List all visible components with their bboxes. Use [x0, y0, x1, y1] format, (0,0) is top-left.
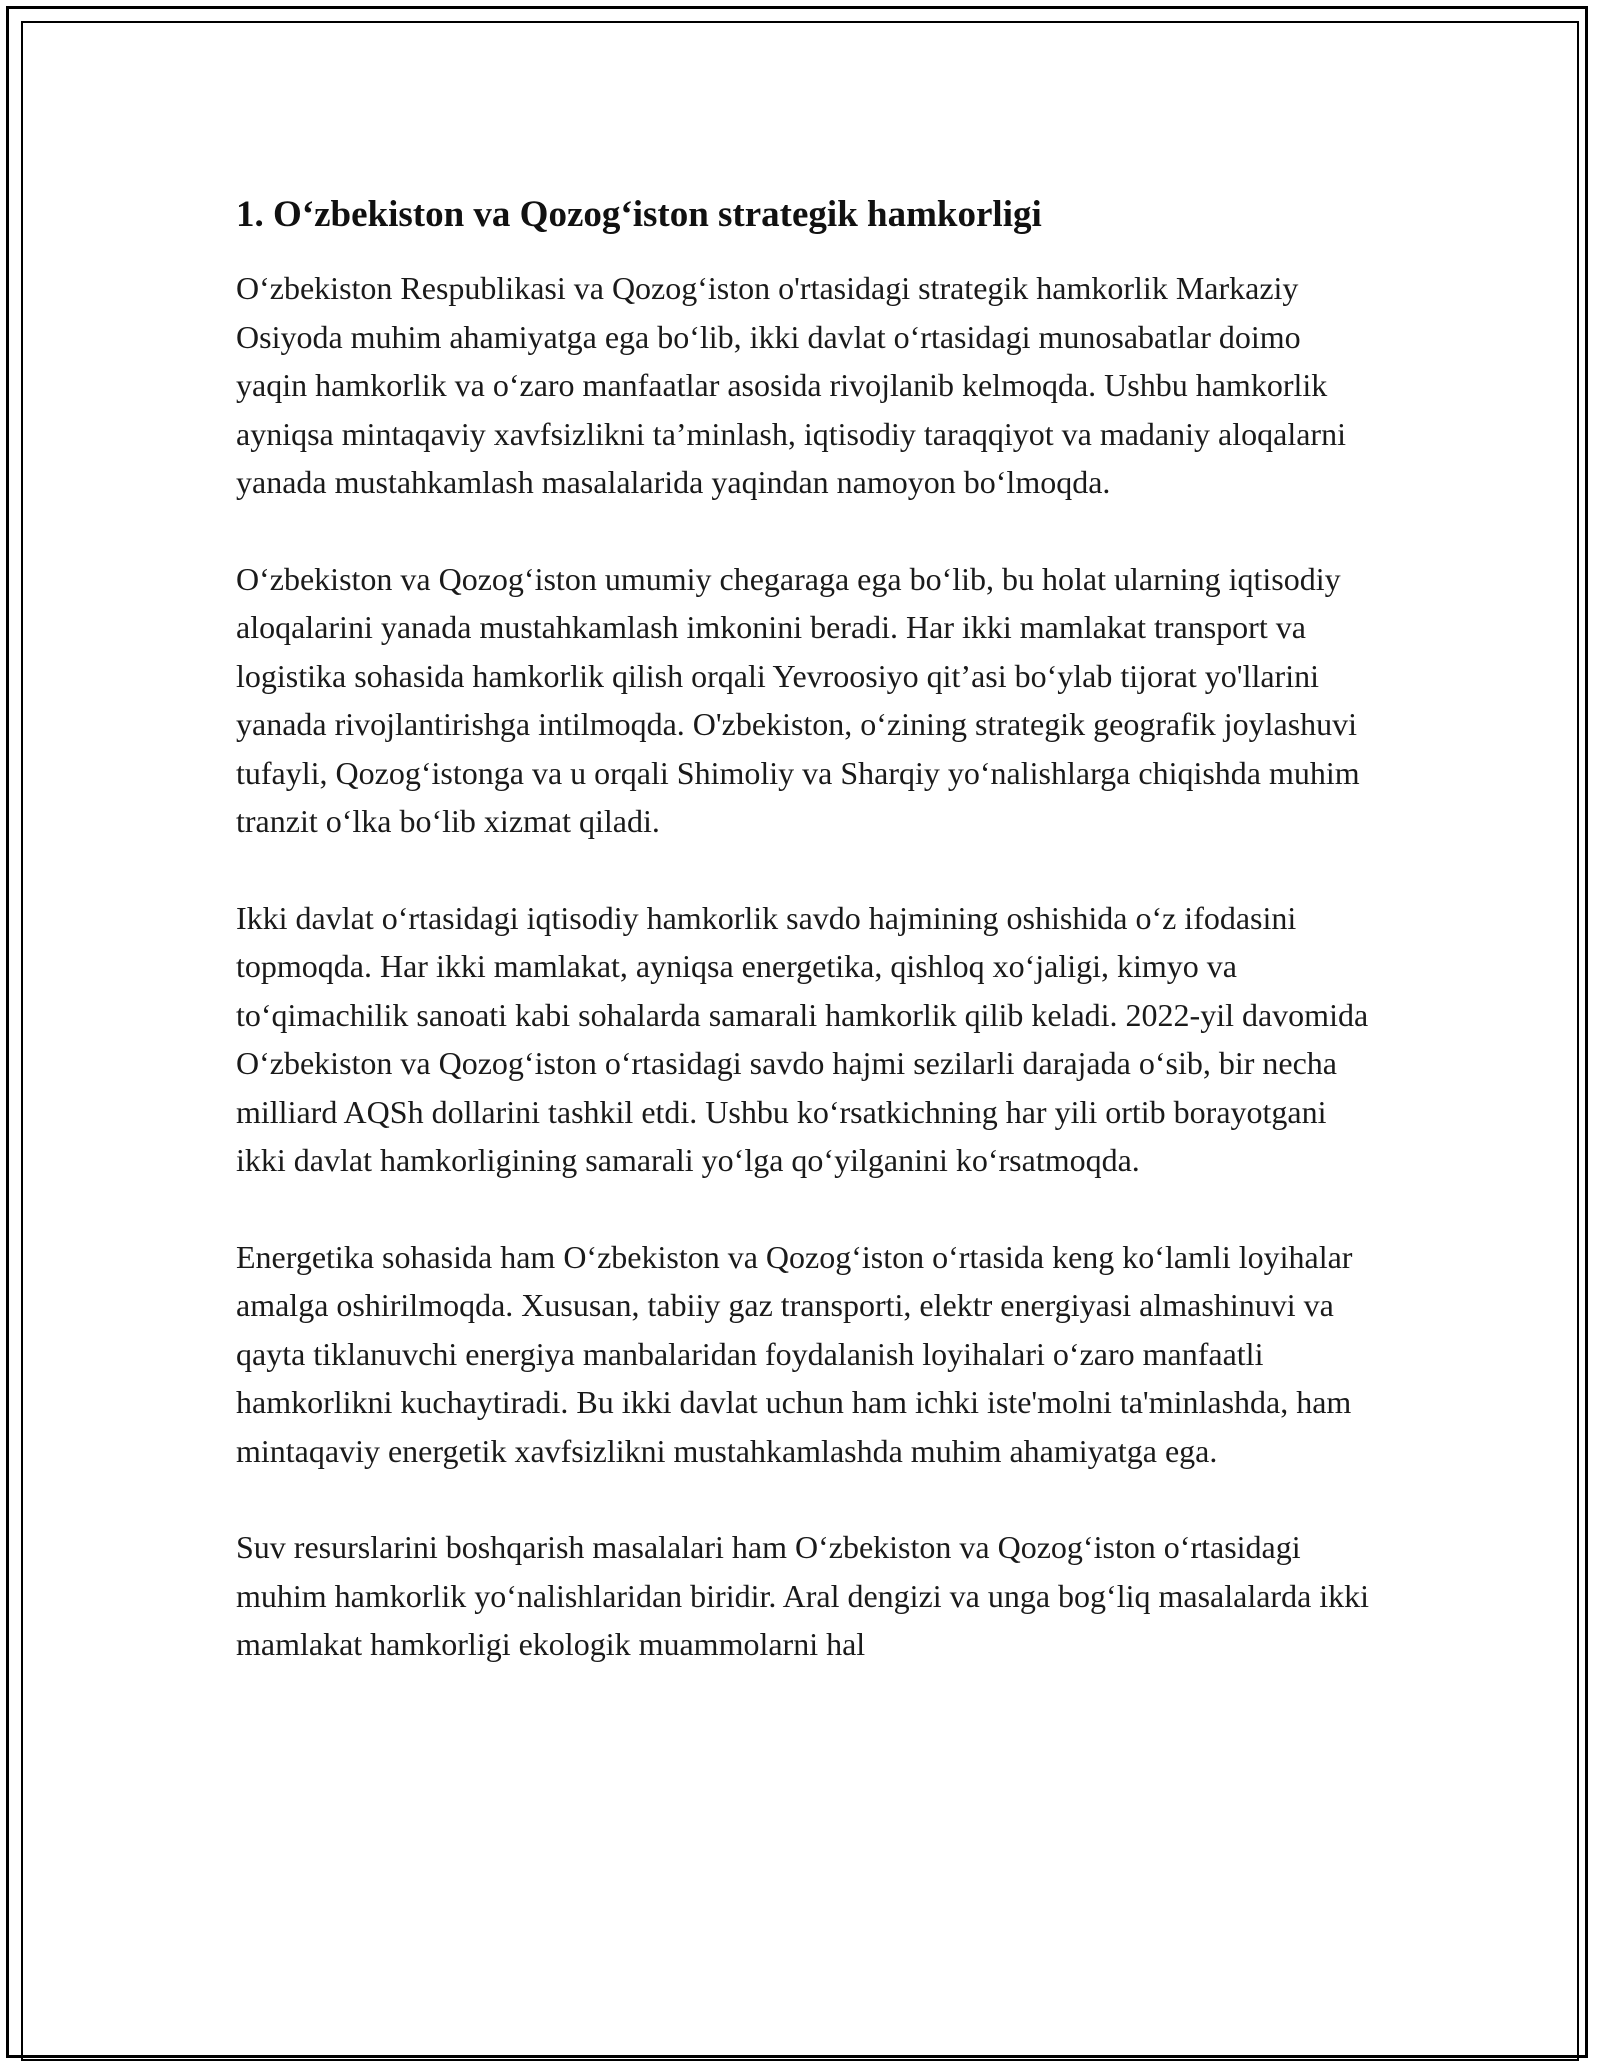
paragraph-3: Ikki davlat o‘rtasidagi iqtisodiy hamkorlik savdo hajmining oshishida o‘z ifodasini topmoqda. Har ikki mamlakat, ayniqsa energetika, qishloq xo‘jaligi, kimyo va to‘qimachilik sanoati kabi sohalarda samarali hamkorlik qilib keladi. 2022-yil davomida O‘zbekiston va Qozog‘iston o‘rtasidagi savdo hajmi sezilarli darajada o‘sib, bir necha milliard AQSh dollarini tashkil etdi. Ushbu ko‘rsatkichning har yili ortib borayotgani ikki davlat hamkorligining samarali yo‘lga qo‘yilganini ko‘rsatmoqda.	[236, 899, 1369, 1178]
paragraph-2: O‘zbekiston va Qozog‘iston umumiy chegaraga ega bo‘lib, bu holat ularning iqtisodiy aloqalarini yanada mustahkamlash imkonini beradi. Har ikki mamlakat transport va logistika sohasida hamkorlik qilish orqali Yevroosiyo qit’asi bo‘ylab tijorat yo'llarini yanada rivojlantirishga intilmoqda. O'zbekiston, o‘zining strategik geografik joylashuvi tufayli, Qozog‘istonga va u orqali Shimoliy va Sharqiy yo‘nalishlarga chiqishda muhim tranzit o‘lka bo‘lib xizmat qiladi.	[236, 560, 1360, 839]
section-heading: 1. O‘zbekiston va Qozog‘iston strategik hamkorligi	[236, 194, 1042, 235]
paragraph-4: Energetika sohasida ham O‘zbekiston va Qozog‘iston o‘rtasida keng ko‘lamli loyihalar amalga oshirilmoqda. Xususan, tabiiy gaz transporti, elektr energiyasi almashinuvi va qayta tiklanuvchi energiya manbalaridan foydalanish loyihalari o‘zaro manfaatli hamkorlikni kuchaytiradi. Bu ikki davlat uchun ham ichki iste'molni ta'minlashda, ham mintaqaviy energetik xavfsizlikni mustahkamlashda muhim ahamiyatga ega.	[236, 1238, 1353, 1469]
document-body	[236, 188, 1376, 1669]
paragraph-5: Suv resurslarini boshqarish masalalari ham O‘zbekiston va Qozog‘iston o‘rtasidagi muhim hamkorlik yo‘nalishlaridan biridir. Aral dengizi va unga bog‘liq masalalarda ikki mamlakat hamkorligi ekologik muammolarni hal	[236, 1529, 1370, 1662]
paragraph-1: O‘zbekiston Respublikasi va Qozog‘iston o'rtasidagi strategik hamkorlik Markaziy Osiyoda muhim ahamiyatga ega bo‘lib, ikki davlat o‘rtasidagi munosabatlar doimo yaqin hamkorlik va o‘zaro manfaatlar asosida rivojlanib kelmoqda. Ushbu hamkorlik ayniqsa mintaqaviy xavfsizlikni ta’minlash, iqtisodiy taraqqiyot va madaniy aloqalarni yanada mustahkamlash masalalarida yaqindan namoyon bo‘lmoqda.	[236, 270, 1346, 500]
